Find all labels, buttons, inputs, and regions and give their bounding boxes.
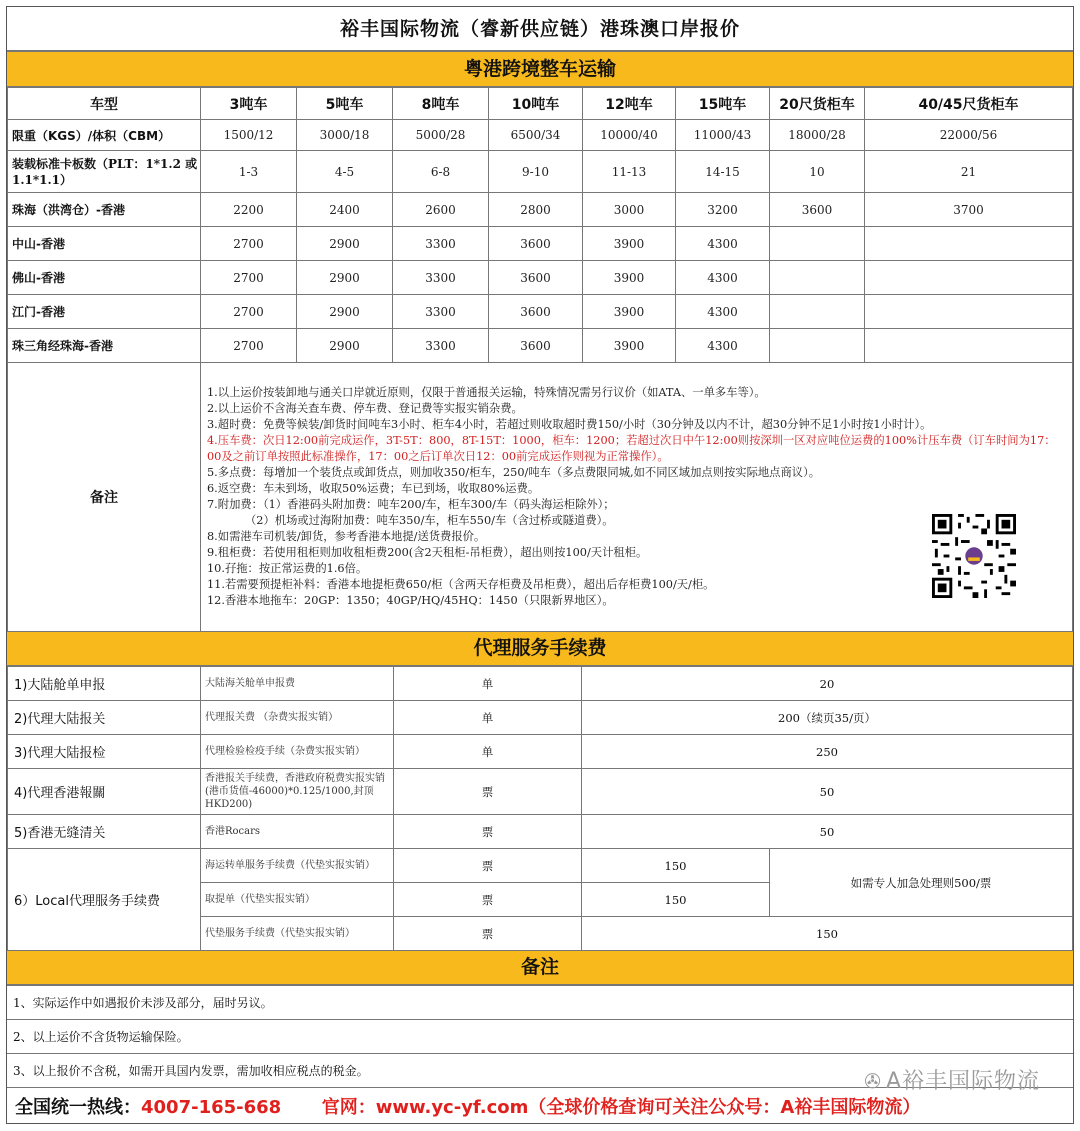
transport-rate-table: [7, 87, 1073, 632]
column-header: 15吨车: [676, 88, 770, 120]
table-row: [7, 986, 1073, 1020]
service-desc: 海运转单服务手续费（代垫实报实销）: [201, 849, 394, 883]
remark-item: 3、以上报价不含税，如需开具国内发票，需加收相应税点的税金。: [7, 1054, 1073, 1088]
note-item: 2.以上运价不含海关查车费、停车费、登记费等实报实销杂费。: [207, 402, 523, 415]
service-name: 6）Local代理服务手续费: [8, 849, 201, 951]
service-desc: 代理检验检疫手续（杂费实报实销）: [201, 735, 394, 769]
service-desc: 代理报关费 （杂费实报实销）: [201, 701, 394, 735]
cell: 6-8: [393, 151, 489, 193]
cell: 14-15: [676, 151, 770, 193]
table-row: [8, 329, 1073, 363]
service-desc: 大陆海关舱单申报费: [201, 667, 394, 701]
service-price: 50: [582, 769, 1073, 815]
cell: 3300: [393, 261, 489, 295]
cell: 2900: [297, 261, 393, 295]
cell: 18000/28: [770, 120, 865, 151]
cell: 21: [865, 151, 1073, 193]
service-name: 2)代理大陆报关: [8, 701, 201, 735]
cell: 3000/18: [297, 120, 393, 151]
cell: [865, 329, 1073, 363]
cell: 5000/28: [393, 120, 489, 151]
notes-label: 备注: [8, 363, 201, 632]
note-item: 9.租柜费：若使用租柜则加收租柜费200(含2天租柜-吊柜费），超出则按100/天计租柜。: [207, 546, 648, 559]
cell: 3300: [393, 329, 489, 363]
cell: 2900: [297, 295, 393, 329]
cell: 3300: [393, 227, 489, 261]
service-price: 20: [582, 667, 1073, 701]
table-row: [8, 120, 1073, 151]
urgent-note: 如需专人加急处理则500/票: [770, 849, 1073, 917]
cell: 3200: [676, 193, 770, 227]
table-row: [8, 815, 1073, 849]
agent-fee-table: [7, 666, 1073, 951]
service-unit: 票: [394, 815, 582, 849]
service-unit: 票: [394, 769, 582, 815]
table-row: [8, 261, 1073, 295]
service-name: 4)代理香港報關: [8, 769, 201, 815]
qr-code-icon: [932, 513, 1016, 599]
note-item: 3.超时费：免费等候装/卸货时间吨车3小时、柜车4小时，若超过则收取超时费150/小时（30分钟及以内不计，超30分钟不足1小时按1小时计）。: [207, 418, 932, 431]
cell: 4300: [676, 261, 770, 295]
row-label: 限重（KGS）/体积（CBM）: [8, 120, 201, 151]
section-heading-agent: 代理服务手续费: [7, 632, 1073, 666]
cell: 3900: [583, 295, 676, 329]
row-label: 装载标准卡板数（PLT：1*1.2 或1.1*1.1）: [8, 151, 201, 193]
cell: 10000/40: [583, 120, 676, 151]
column-header: 5吨车: [297, 88, 393, 120]
watermark-text: A裕丰国际物流: [885, 1069, 1040, 1094]
cell: 2900: [297, 329, 393, 363]
table-row: [8, 769, 1073, 815]
cell: 4300: [676, 295, 770, 329]
service-name: 3)代理大陆报检: [8, 735, 201, 769]
service-price: 150: [582, 883, 770, 917]
note-item: 7.附加费：（1）香港码头附加费：吨车200/车，柜车300/车（码头海运柜除外）；: [207, 498, 615, 511]
row-label: 珠海（洪湾仓）-香港: [8, 193, 201, 227]
section-heading-remarks: 备注: [7, 951, 1073, 985]
cell: 2700: [201, 227, 297, 261]
column-header: 8吨车: [393, 88, 489, 120]
note-item: 5.多点费：每增加一个装货点或卸货点，则加收350/柜车，250/吨车（多点费限同城,如不同区域加点则按实际地点商议）。: [207, 466, 821, 479]
column-header: 40/45尺货柜车: [865, 88, 1073, 120]
note-item: 1.以上运价按装卸地与通关口岸就近原则，仅限于普通报关运输，特殊情况需另行议价（如ATA、一单多车等）。: [207, 386, 766, 399]
watermark: [864, 1064, 1040, 1095]
cell: 9-10: [489, 151, 583, 193]
service-unit: 票: [394, 883, 582, 917]
service-desc: 香港报关手续费，香港政府税费实报实销(港币货值-46000)*0.125/1000,封顶HKD200): [201, 769, 394, 815]
cell: 3700: [865, 193, 1073, 227]
note-item: 10.孖拖：按正常运费的1.6倍。: [207, 562, 368, 575]
price-sheet: [6, 6, 1074, 1124]
cell: 3600: [489, 227, 583, 261]
section-heading-transport: 粤港跨境整车运输: [7, 51, 1073, 87]
cell: [865, 295, 1073, 329]
remark-item: 1、实际运作中如遇报价未涉及部分，届时另议。: [7, 986, 1073, 1020]
note-item: 6.返空费：车未到场，收取50%运费；车已到场，收取80%运费。: [207, 482, 540, 495]
row-label: 江门-香港: [8, 295, 201, 329]
row-label: 中山-香港: [8, 227, 201, 261]
cell: 10: [770, 151, 865, 193]
note-item: 11.若需要预提柜补料：香港本地提柜费650/柜（含两天存柜费及吊柜费），超出后存柜费100/天/柜。: [207, 578, 715, 591]
cell: 3600: [489, 261, 583, 295]
service-unit: 票: [394, 917, 582, 951]
website-link[interactable]: www.yc-yf.com: [375, 1097, 529, 1118]
table-row: [8, 849, 1073, 883]
service-unit: 票: [394, 849, 582, 883]
note-item: 12.香港本地拖车：20GP：1350；40GP/HQ/45HQ：1450（只限新界地区）。: [207, 594, 614, 607]
service-price: 250: [582, 735, 1073, 769]
notes-cell: [201, 363, 1073, 632]
table-header-row: [8, 88, 1073, 120]
hotline-number[interactable]: 4007-165-668: [141, 1097, 282, 1118]
cell: 11000/43: [676, 120, 770, 151]
table-row: [8, 667, 1073, 701]
cell: 2200: [201, 193, 297, 227]
service-desc: 香港Rocars: [201, 815, 394, 849]
website-label: 官网：: [321, 1097, 376, 1118]
note-item: （2）机场或过海附加费：吨车350/车，柜车550/车（含过桥或隧道费）。: [245, 514, 614, 527]
cell: 1500/12: [201, 120, 297, 151]
cell: 2700: [201, 329, 297, 363]
cell: 2800: [489, 193, 583, 227]
note-item: 8.如需港车司机装/卸货，参考香港本地提/送货费报价。: [207, 530, 486, 543]
table-row: [8, 227, 1073, 261]
cell: 3600: [489, 329, 583, 363]
cell: 4300: [676, 227, 770, 261]
cell: 4-5: [297, 151, 393, 193]
cell: 3600: [489, 295, 583, 329]
cell: [770, 295, 865, 329]
wechat-icon: ✇: [864, 1069, 882, 1093]
cell: 2700: [201, 261, 297, 295]
remark-item: 2、以上运价不含货物运输保险。: [7, 1020, 1073, 1054]
cell: 4300: [676, 329, 770, 363]
service-desc: 取提单（代垫实报实销）: [201, 883, 394, 917]
cell: [770, 329, 865, 363]
wechat-note: （全球价格查询可关注公众号：A裕丰国际物流）: [528, 1097, 921, 1118]
row-label: 佛山-香港: [8, 261, 201, 295]
table-row: [8, 735, 1073, 769]
service-unit: 单: [394, 735, 582, 769]
cell: [770, 261, 865, 295]
cell: [865, 227, 1073, 261]
row-label: 珠三角经珠海-香港: [8, 329, 201, 363]
service-price: 50: [582, 815, 1073, 849]
cell: 3000: [583, 193, 676, 227]
cell: 3600: [770, 193, 865, 227]
service-name: 1)大陆舱单申报: [8, 667, 201, 701]
note-item-highlight: 4.压车费：次日12:00前完成运作，3T-5T：800，8T-15T：1000，柜车：1200；若超过次日中午12:00则按深圳一区对应吨位运费的100%计压车费（订车时间为17：00及之前订单按照此标准操作，17：00之后订单次日12：00前完成运作则视为正常操作）。: [207, 434, 1056, 463]
cell: 2900: [297, 227, 393, 261]
cell: 3900: [583, 227, 676, 261]
table-row: [8, 701, 1073, 735]
cell: 2400: [297, 193, 393, 227]
table-row: [8, 151, 1073, 193]
column-header: 3吨车: [201, 88, 297, 120]
service-price: 200（续页35/页）: [582, 701, 1073, 735]
service-unit: 单: [394, 701, 582, 735]
cell: 6500/34: [489, 120, 583, 151]
table-row: [8, 193, 1073, 227]
column-header: 10吨车: [489, 88, 583, 120]
table-row: [7, 1020, 1073, 1054]
service-price: 150: [582, 849, 770, 883]
cell: 22000/56: [865, 120, 1073, 151]
service-name: 5)香港无缝清关: [8, 815, 201, 849]
cell: 3900: [583, 329, 676, 363]
service-unit: 单: [394, 667, 582, 701]
hotline-label: 全国统一热线：: [15, 1097, 141, 1118]
column-header: 车型: [8, 88, 201, 120]
page-title: 裕丰国际物流（睿新供应链）港珠澳口岸报价: [7, 7, 1073, 51]
column-header: 12吨车: [583, 88, 676, 120]
service-price: 150: [582, 917, 1073, 951]
cell: [865, 261, 1073, 295]
cell: 2600: [393, 193, 489, 227]
service-desc: 代垫服务手续费（代垫实报实销）: [201, 917, 394, 951]
notes-row: [8, 363, 1073, 632]
cell: 2700: [201, 295, 297, 329]
table-row: [8, 295, 1073, 329]
cell: [770, 227, 865, 261]
cell: 1-3: [201, 151, 297, 193]
cell: 3900: [583, 261, 676, 295]
column-header: 20尺货柜车: [770, 88, 865, 120]
cell: 11-13: [583, 151, 676, 193]
cell: 3300: [393, 295, 489, 329]
